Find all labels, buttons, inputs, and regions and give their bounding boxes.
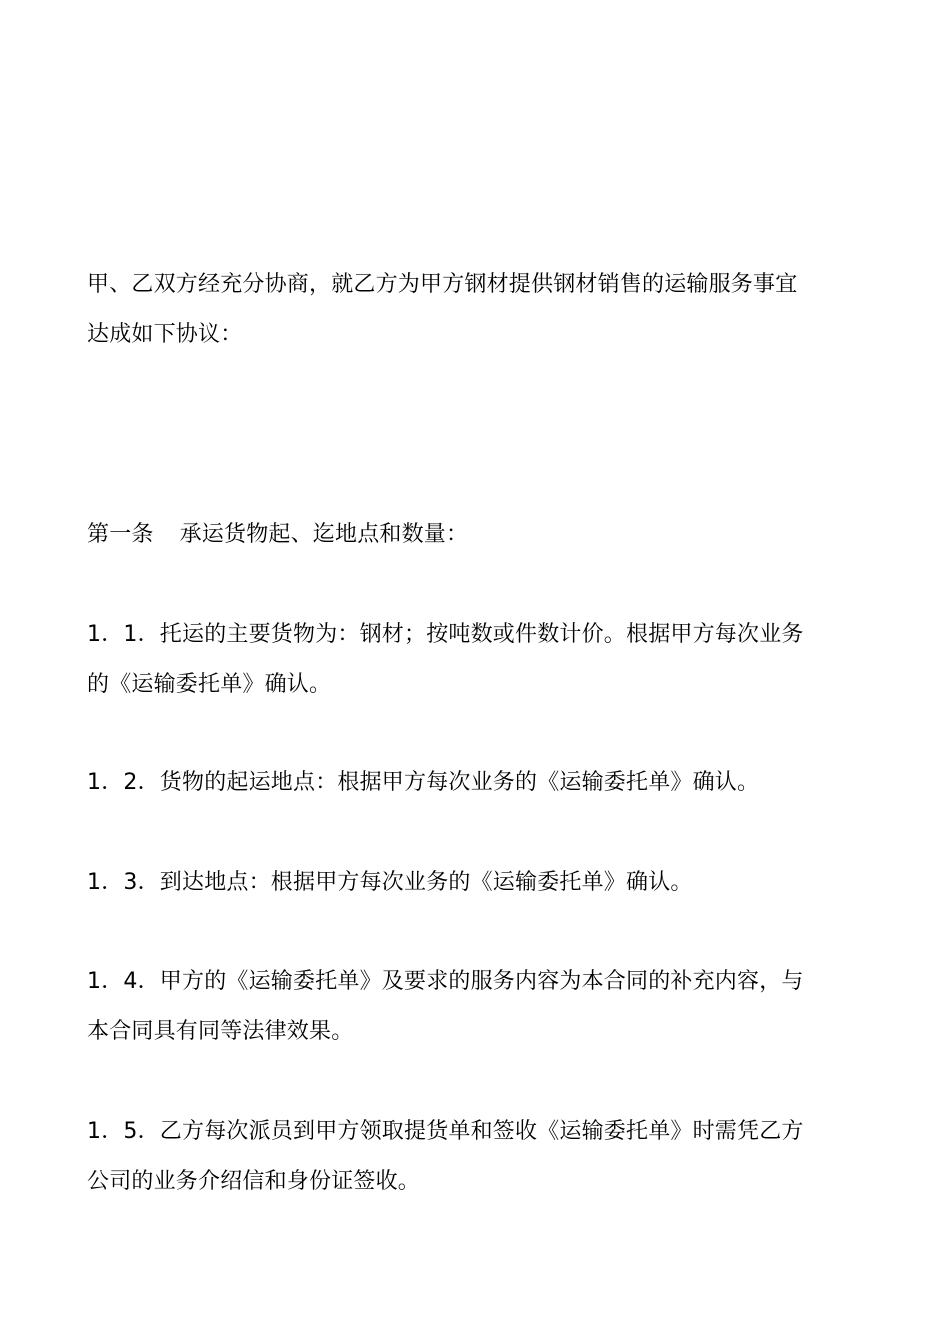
article-number: 第一条 bbox=[87, 522, 154, 547]
clause-line: 的《运输委托单》确认。 bbox=[87, 672, 332, 697]
article-1-heading bbox=[87, 510, 867, 560]
clause-1-3 bbox=[87, 858, 867, 908]
clause-line: 1．3．到达地点：根据甲方每次业务的《运输委托单》确认。 bbox=[87, 870, 693, 895]
clause-1-2 bbox=[87, 758, 867, 808]
clause-line: 公司的业务介绍信和身份证签收。 bbox=[87, 1169, 421, 1194]
clause-line: 1．5．乙方每次派员到甲方领取提货单和签收《运输委托单》时需凭乙方 bbox=[87, 1119, 804, 1144]
clause-line: 本合同具有同等法律效果。 bbox=[87, 1019, 354, 1044]
intro-line-1: 甲、乙双方经充分协商，就乙方为甲方钢材提供钢材销售的运输服务事宜 bbox=[87, 272, 798, 297]
clause-1-5 bbox=[87, 1107, 867, 1207]
article-title: 承运货物起、迄地点和数量： bbox=[179, 522, 469, 547]
intro-line-2: 达成如下协议： bbox=[87, 322, 243, 347]
clause-line: 1．4．甲方的《运输委托单》及要求的服务内容为本合同的补充内容，与 bbox=[87, 969, 804, 994]
clause-1-1 bbox=[87, 610, 867, 710]
intro-paragraph bbox=[87, 260, 867, 360]
clause-1-4 bbox=[87, 957, 867, 1057]
clause-line: 1．1．托运的主要货物为：钢材；按吨数或件数计价。根据甲方每次业务 bbox=[87, 622, 804, 647]
clause-line: 1．2．货物的起运地点：根据甲方每次业务的《运输委托单》确认。 bbox=[87, 770, 760, 795]
